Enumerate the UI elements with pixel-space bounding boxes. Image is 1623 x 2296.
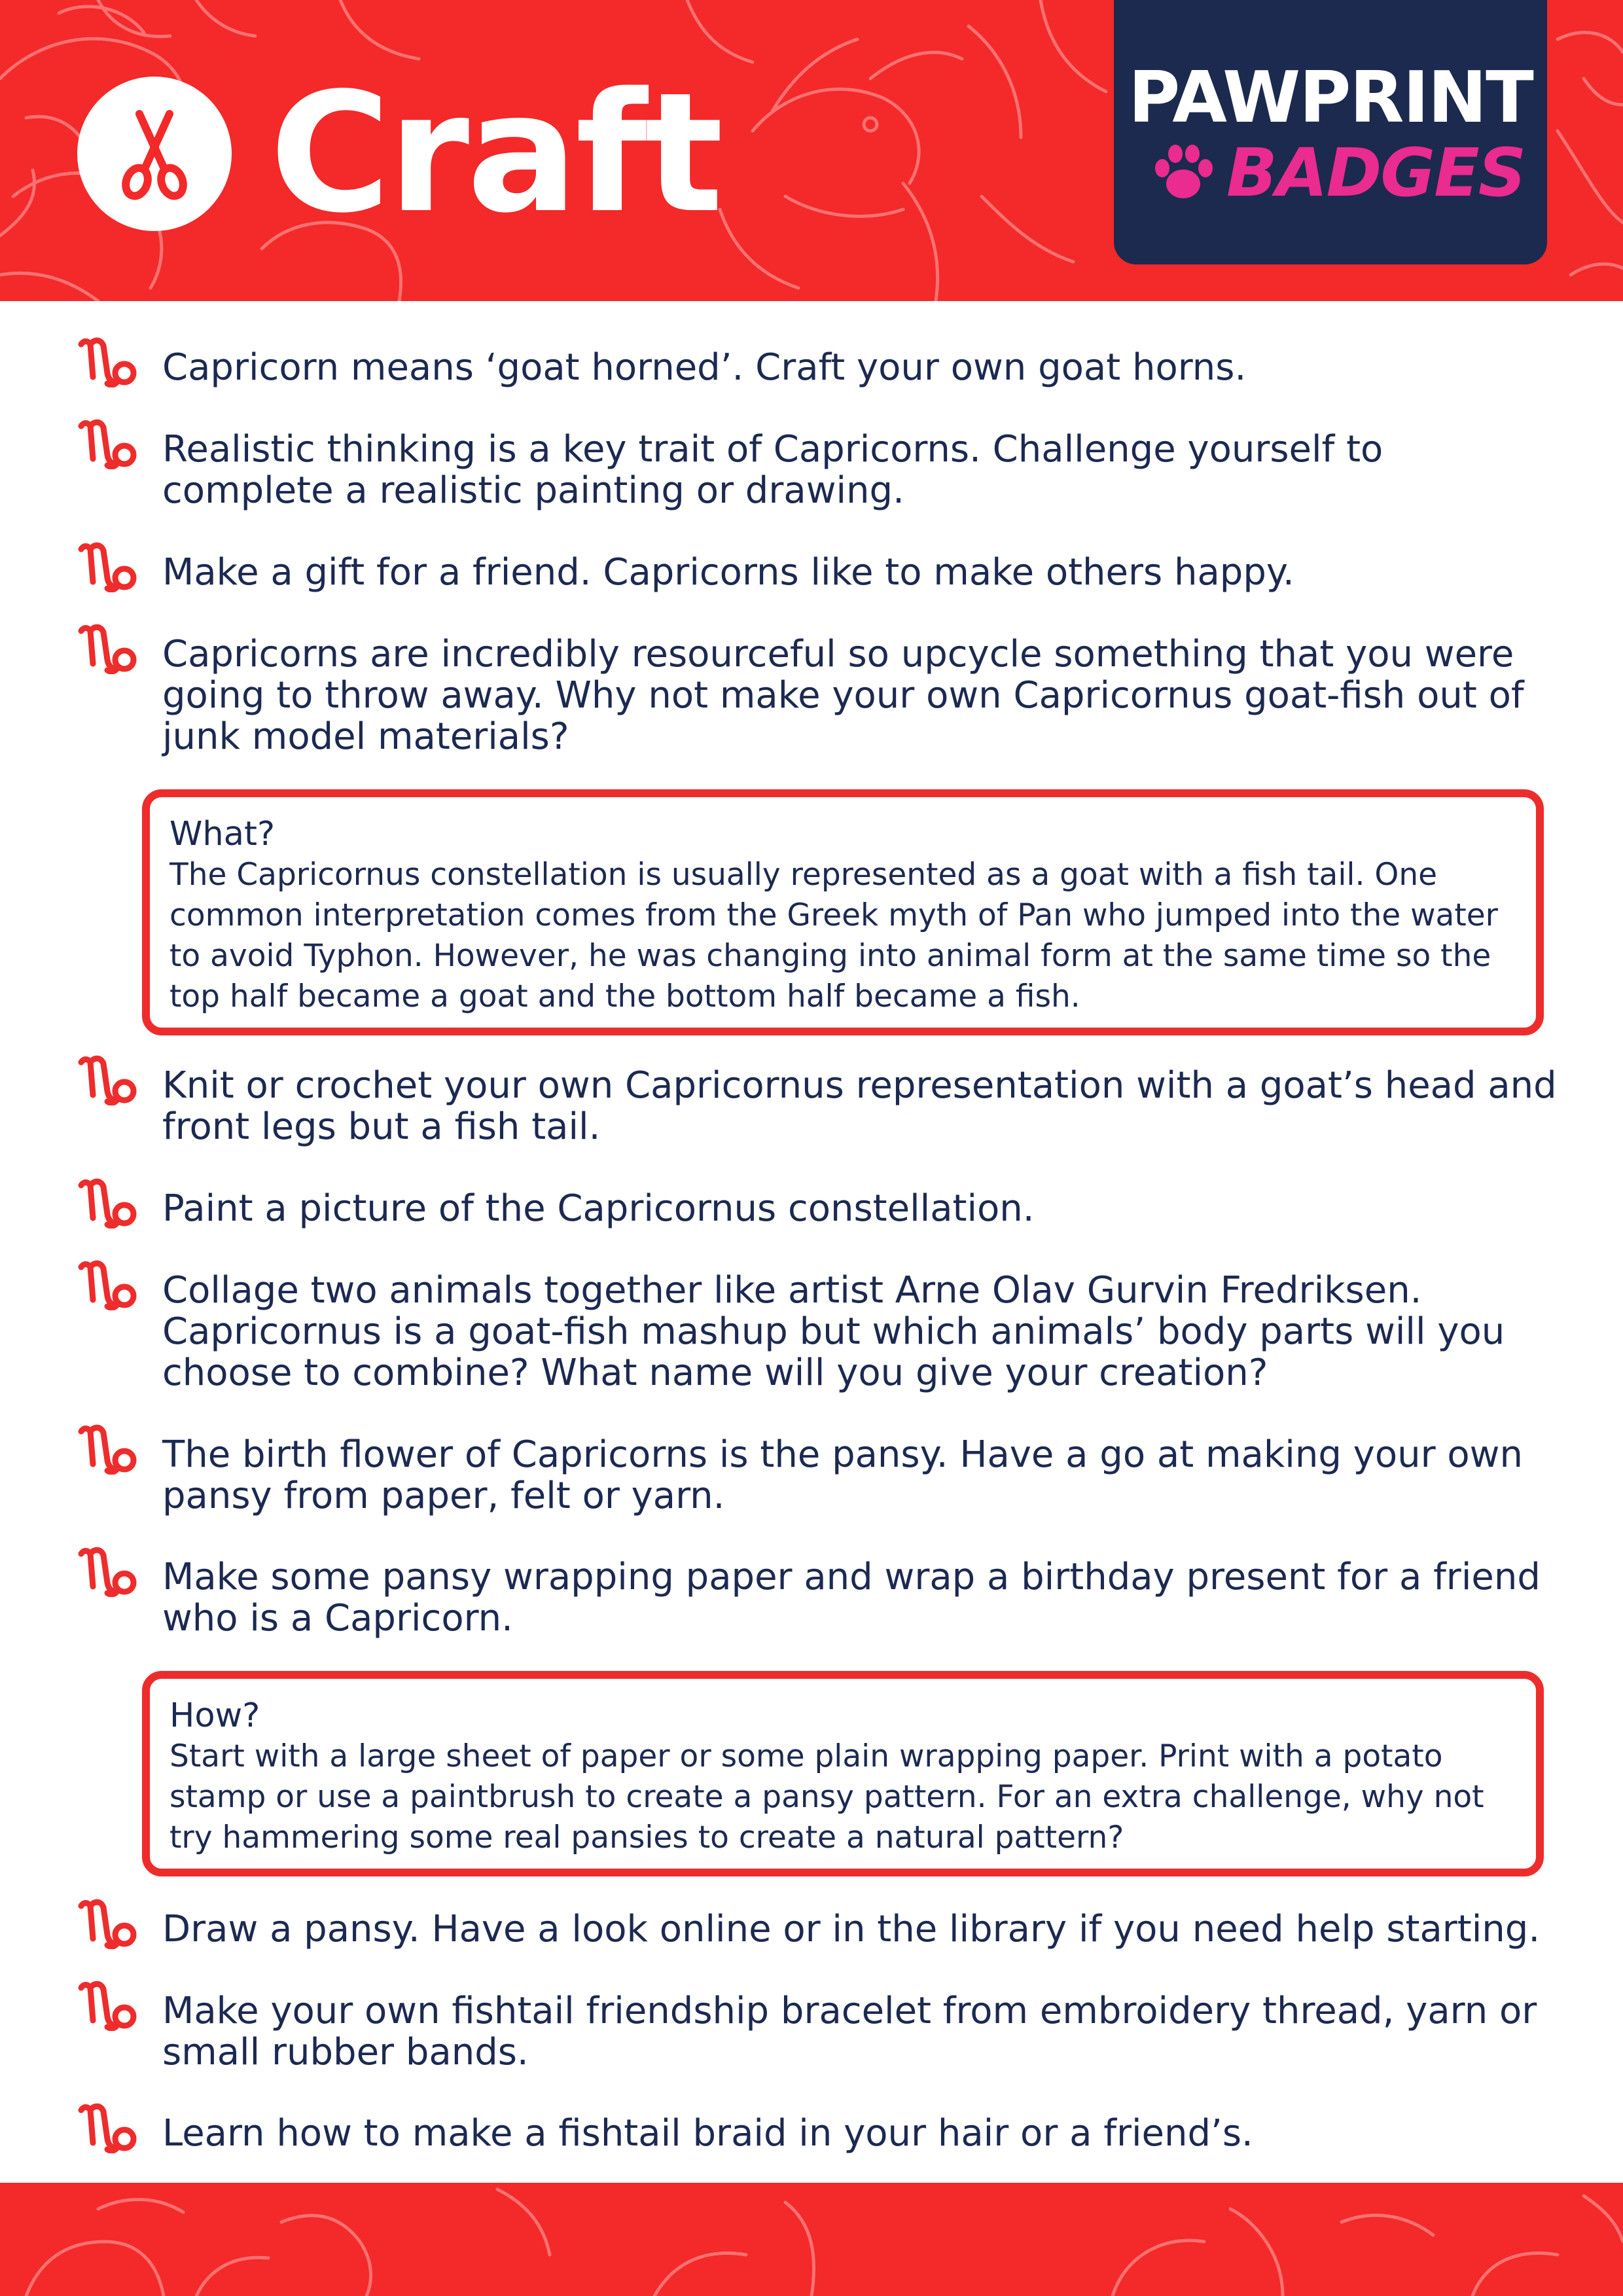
capricorn-symbol-icon	[77, 1422, 140, 1475]
info-box-what	[142, 789, 1544, 1035]
page-header	[0, 0, 1623, 301]
list-item: Capricorn means ‘goat horned’. Craft your own goat horns.	[162, 346, 1247, 389]
list-item: The birth flower of Capricorns is the pansy. Have a go at making your own pansy from paper, felt or yarn.	[162, 1433, 1523, 1517]
info-box-how	[142, 1671, 1544, 1876]
info-box-title: How?	[169, 1696, 260, 1735]
list-item: Collage two animals together like artist Arne Olav Gurvin Fredriksen. Capricornus is a goat-fish mashup but which animals’ body parts will you choose to combine? What name will you give your creation?	[162, 1269, 1505, 1394]
list-item: Capricorns are incredibly resourceful so upcycle something that you were going to throw away. Why not make your own Capricornus goat-fish out of junk model materials?	[162, 633, 1524, 758]
capricorn-symbol-icon	[77, 540, 140, 592]
capricorn-symbol-icon	[77, 1053, 140, 1105]
paw-icon	[1152, 145, 1215, 202]
info-box-body: Start with a large sheet of paper or some plain wrapping paper. Print with a potato stamp or use a paintbrush to create a pansy pattern. For an extra challenge, why not try hammering some real pansies to create a natural pattern?	[169, 1738, 1484, 1856]
capricorn-symbol-icon	[77, 417, 140, 469]
list-item: Knit or crochet your own Capricornus representation with a goat’s head and front legs but a fish tail.	[162, 1064, 1557, 1148]
list-item: Learn how to make a fishtail braid in your hair or a friend’s.	[162, 2112, 1253, 2155]
info-box-body: The Capricornus constellation is usually represented as a goat with a fish tail. One common interpretation comes from the Greek myth of Pan who jumped into the water to avoid Typhon. However, he was changing into animal form at the same time so the top half became a goat and the bottom half became a fish.	[169, 857, 1498, 1014]
capricorn-symbol-icon	[77, 622, 140, 674]
capricorn-symbol-icon	[77, 2101, 140, 2153]
info-box-title: What?	[169, 815, 276, 853]
scissors-icon	[77, 77, 232, 231]
capricorn-symbol-icon	[77, 1176, 140, 1229]
brand-badges-text: BADGES	[1226, 134, 1525, 212]
capricorn-symbol-icon	[77, 1979, 140, 2031]
page-footer	[0, 2183, 1623, 2296]
brand-name-bottom-group	[1152, 134, 1525, 212]
list-item: Make a gift for a friend. Capricorns like to make others happy.	[162, 551, 1294, 594]
list-item: Realistic thinking is a key trait of Capricorns. Challenge yourself to complete a realistic painting or drawing.	[162, 428, 1383, 512]
capricorn-symbol-icon	[77, 1897, 140, 1949]
capricorn-symbol-icon	[77, 1545, 140, 1597]
list-item: Make your own fishtail friendship bracelet from embroidery thread, yarn or small rubber bands.	[162, 1990, 1537, 2073]
list-item: Make some pansy wrapping paper and wrap a birthday present for a friend who is a Capricorn.	[162, 1556, 1541, 1640]
list-item: Paint a picture of the Capricornus constellation.	[162, 1187, 1035, 1230]
list-item: Draw a pansy. Have a look online or in the library if you need help starting.	[162, 1908, 1541, 1950]
brand-name-top: PAWPRINT	[1128, 57, 1533, 139]
capricorn-symbol-icon	[77, 335, 140, 387]
brand-logo	[1114, 0, 1547, 264]
page-title: Craft	[270, 58, 721, 249]
capricorn-symbol-icon	[77, 1258, 140, 1310]
title-group	[77, 58, 721, 249]
decorative-line-art	[0, 2183, 1623, 2296]
